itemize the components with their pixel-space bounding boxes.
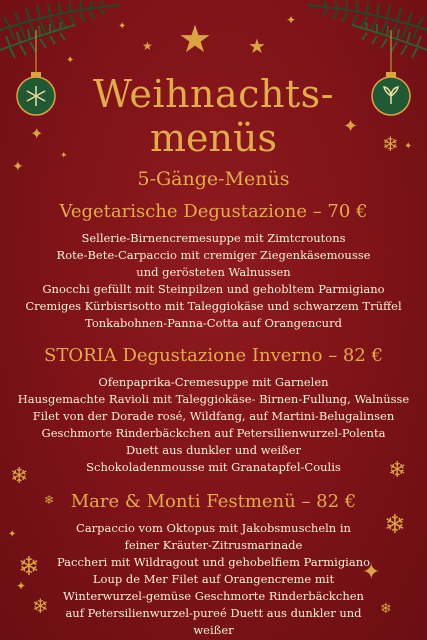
menu-section-mare-monti: [0, 490, 427, 639]
star-icon: ✦: [60, 151, 68, 161]
star-icon: ★: [248, 34, 266, 58]
menu-item: Sellerie-Birnencremesuppe mit Zimtcroutons: [81, 231, 346, 245]
section-heading: Mare & Monti Festmenü – 82 €: [70, 491, 357, 512]
star-icon: ✦: [118, 21, 127, 32]
menu-item: Gnocchi gefüllt mit Steinpilzen und gehobltem Parmigiano: [42, 282, 385, 296]
menu-section-storia: [0, 344, 427, 476]
page-title-line2: menüs: [150, 116, 277, 160]
page-title-line1: Weihnachts-: [92, 72, 335, 116]
snowflake-icon: ❄: [10, 464, 29, 489]
subtitle: 5-Gänge-Menüs: [137, 168, 290, 190]
star-icon: ✦: [66, 55, 75, 66]
snowflake-icon: ❄: [384, 510, 406, 540]
menu-section-vegetarian: [0, 200, 427, 332]
snowflake-icon: ❄: [382, 132, 399, 156]
menu-items: [0, 230, 427, 332]
section-heading: STORIA Degustazione Inverno – 82 €: [43, 345, 383, 366]
star-icon: ✦: [343, 116, 359, 137]
snowflake-icon: ❄: [388, 458, 407, 483]
menu-item: Paccheri mit Wildragout und gehobelfiem Parmigiano: [56, 555, 371, 569]
star-icon: ✦: [16, 579, 27, 593]
snowflake-icon: ❄: [32, 594, 49, 618]
section-heading: Vegetarische Degustazione – 70 €: [59, 201, 368, 222]
snowflake-icon: ❄: [380, 601, 392, 617]
snowflake-icon: ❄: [18, 552, 40, 582]
star-icon: ✦: [286, 13, 297, 27]
star-icon: ★: [142, 39, 153, 53]
menu-item: Schokoladenmousse mit Granatapfel-Coulis: [86, 460, 341, 474]
menu-item: Geschmorte Rinderbäckchen auf Petersilienwurzel-Polenta: [41, 426, 386, 440]
menu-item: Cremiges Kürbisrisotto mit Taleggiokäse und schwarzem Trüffel: [25, 299, 402, 313]
menu-item: Loup de Mer Filet auf Orangencreme mit Winterwurzel-gemüse Geschmorte Rinderbäckchen auf Petersilienwurzel-pureé Duett aus dunkler und weißer: [63, 572, 364, 637]
star-icon: ✦: [30, 124, 44, 143]
menu-item: Ofenpaprika-Cremesuppe mit Garnelen: [98, 375, 329, 389]
menu-item: Tonkabohnen-Panna-Cotta auf Orangencurd: [85, 316, 342, 330]
menu-items: [0, 520, 427, 639]
menu-item: Hausgemachte Ravioli mit Taleggiokäse- Birnen-Fullung, Walnüsse: [17, 392, 410, 406]
menu-item: Filet von der Dorade rosé, Wildfang, auf Martini-Belugalinsen: [32, 409, 395, 423]
menu-item: Rote-Bete-Carpaccio mit cremiger Ziegenkäsemousse und gerösteten Walnussen: [56, 248, 371, 279]
menu-items: [0, 374, 427, 476]
menu-item: Carpaccio vom Oktopus mit Jakobsmuscheln in feiner Kräuter-Zitrusmarinade: [76, 521, 351, 552]
star-icon: ✦: [12, 159, 24, 175]
star-icon: ✦: [8, 529, 17, 540]
snowflake-icon: ❄: [44, 493, 55, 507]
star-icon: ★: [178, 17, 213, 61]
star-icon: ✦: [362, 560, 381, 585]
menu-item: Duett aus dunkler und weißer: [125, 443, 302, 457]
star-icon: ✦: [404, 141, 413, 152]
